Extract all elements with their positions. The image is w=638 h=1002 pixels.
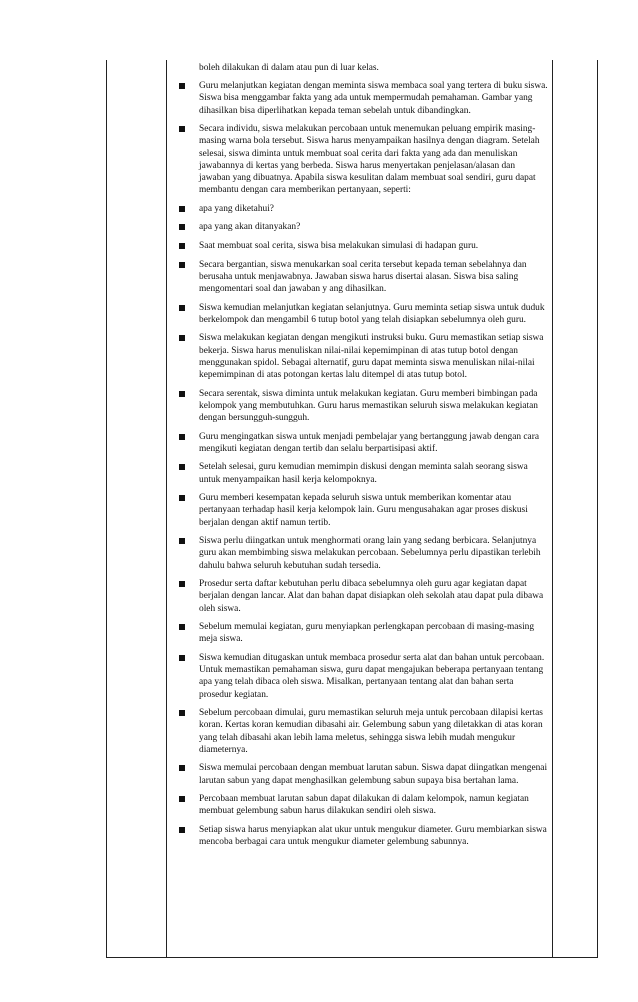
activity-bullet-item bbox=[179, 578, 548, 615]
bullet-text: Guru memberi kesempatan kepada seluruh siswa untuk memberikan komentar atau pertanyaan terhadap hasil kerja kelompok lain. Guru mengusahakan agar proses diskusi berjalan dengan aktif namun tertib. bbox=[199, 493, 528, 528]
bullet-text: Siswa memulai percobaan dengan membuat larutan sabun. Siswa dapat diingatkan mengenai larutan sabun yang dapat menghasilkan gelembung sabun supaya bisa bertahan lama. bbox=[199, 763, 548, 786]
square-bullet-icon bbox=[179, 796, 185, 802]
activity-bullet-item bbox=[179, 652, 548, 701]
square-bullet-icon bbox=[179, 538, 185, 544]
activity-bullet-item bbox=[179, 492, 548, 529]
activity-bullet-item bbox=[179, 203, 548, 215]
square-bullet-icon bbox=[179, 624, 185, 630]
activity-bullet-item bbox=[179, 80, 548, 117]
activity-bullet-item bbox=[179, 824, 548, 848]
activity-bullet-item bbox=[179, 221, 548, 233]
bullet-text: Prosedur serta daftar kebutuhan perlu dibaca sebelumnya oleh guru agar kegiatan dapat berjalan dengan lancar. Alat dan bahan dapat disiapkan oleh sekolah atau dapat pula dibawa oleh siswa. bbox=[199, 579, 544, 614]
activity-bullet-item bbox=[179, 621, 548, 645]
square-bullet-icon bbox=[179, 224, 185, 230]
bullet-text: Guru melanjutkan kegiatan dengan meminta siswa membaca soal yang tertera di buku siswa. Siswa bisa menggambar fakta yang ada untuk mempermudah pemahaman. Gambar yang dihasilkan bisa diperlihatkan kepada teman sebelah untuk dibandingkan. bbox=[199, 81, 548, 116]
bullet-text: Sebelum percobaan dimulai, guru memastikan seluruh meja untuk percobaan dilapisi kertas koran. Kertas koran kemudian dibasahi air. Gelembung sabun yang diletakkan di atas koran yang telah dibasahi akan lebih lama meletus, sehingga siswa lebih mudah mengukur diameternya. bbox=[199, 708, 543, 755]
square-bullet-icon bbox=[179, 464, 185, 470]
bullet-text: Percobaan membuat larutan sabun dapat dilakukan di dalam kelompok, namun kegiatan membuat gelembung sabun harus dilakukan sendiri oleh siswa. bbox=[199, 794, 529, 817]
activity-bullet-item bbox=[179, 259, 548, 296]
activity-bullet-item bbox=[179, 793, 548, 817]
bullet-text: Secara bergantian, siswa menukarkan soal cerita tersebut kepada teman sebelahnya dan berusaha untuk menjawabnya. Jawaban siswa harus disertai alasan. Siswa bisa saling mengomentari soal dan jawaban y ang dihasilkan. bbox=[199, 259, 527, 294]
square-bullet-icon bbox=[179, 495, 185, 501]
square-bullet-icon bbox=[179, 434, 185, 440]
activity-bullet-item bbox=[179, 535, 548, 572]
activity-bullet-item bbox=[179, 302, 548, 326]
square-bullet-icon bbox=[179, 262, 185, 268]
bullet-text: Siswa kemudian ditugaskan untuk membaca prosedur serta alat dan bahan untuk percobaan. Untuk memastikan pemahaman siswa, guru dapat mengajukan beberapa pertanyaan tentang apa yang telah dibaca oleh siswa. Misalkan, pertanyaan tentang alat dan bahan serta prosedur kegiatan. bbox=[199, 652, 545, 700]
bullet-text: Setiap siswa harus menyiapkan alat ukur untuk mengukur diameter. Guru membiarkan siswa mencoba berbagai cara untuk mengukur diameter gelembung sabunnya. bbox=[199, 824, 547, 848]
square-bullet-icon bbox=[179, 83, 185, 89]
bullet-text: Secara individu, siswa melakukan percobaan untuk menemukan peluang empirik masing-masing warna bola tersebut. Siswa harus menyampaikan hasilnya dengan diagram. Setelah selesai, siswa diminta untuk membuat soal cerita dari fakta yang ada dan menuliskan jawabannya di kertas yang berbeda. Siswa harus menyertakan penjelasan/alasan dan jawaban yang dibuatnya. Apabila siswa kesulitan dalam membuat soal sendiri, guru dapat membantu dengan cara memberikan pertanyaan, seperti: bbox=[199, 124, 540, 196]
square-bullet-icon bbox=[179, 655, 185, 661]
activity-bullet-item bbox=[179, 332, 548, 381]
left-column-cell bbox=[107, 60, 167, 957]
activity-bullet-item bbox=[179, 388, 548, 425]
square-bullet-icon bbox=[179, 126, 185, 132]
bullet-text: Setelah selesai, guru kemudian memimpin diskusi dengan meminta salah seorang siswa untuk menyampaikan hasil kerja kelompoknya. bbox=[199, 462, 528, 485]
bullet-text: Siswa melakukan kegiatan dengan mengikuti instruksi buku. Guru memastikan setiap siswa bekerja. Siswa harus menuliskan nilai-nilai kepemimpinan di atas tutup botol dengan menggunakan spidol. Sebagai alternatif, guru dapat meminta siswa menuliskan nilai-nilai kepemimpinan di atas potongan kertas lalu ditempel di atas tutup botol. bbox=[199, 333, 544, 380]
activity-description-cell bbox=[167, 60, 554, 957]
bullet-text: Guru mengingatkan siswa untuk menjadi pembelajar yang bertanggung jawab dengan cara mengikuti kegiatan dengan tertib dan selalu berpartisipasi aktif. bbox=[199, 431, 539, 454]
right-column-cell bbox=[552, 60, 597, 957]
intro-text: boleh dilakukan di dalam atau pun di luar kelas. bbox=[199, 63, 379, 73]
bullet-text: Saat membuat soal cerita, siswa bisa melakukan simulasi di hadapan guru. bbox=[199, 241, 479, 251]
square-bullet-icon bbox=[179, 827, 185, 833]
bullet-text: Secara serentak, siswa diminta untuk melakukan kegiatan. Guru memberi bimbingan pada kelompok yang membutuhkan. Guru harus memastikan seluruh siswa melakukan kegiatan dengan bersungguh-sungguh. bbox=[199, 388, 538, 423]
activity-bullet-item bbox=[179, 431, 548, 455]
activity-bullet-item bbox=[179, 707, 548, 756]
square-bullet-icon bbox=[179, 391, 185, 397]
square-bullet-icon bbox=[179, 305, 185, 311]
square-bullet-icon bbox=[179, 335, 185, 341]
activity-bullet-item bbox=[179, 123, 548, 196]
lesson-plan-table bbox=[106, 60, 598, 958]
bullet-text: Siswa perlu diingatkan untuk menghormati orang lain yang sedang berbicara. Selanjutnya guru akan membimbing siswa melakukan percobaan. Sebelumnya perlu dipastikan terlebih dahulu bahwa seluruh kebutuhan sudah tersedia. bbox=[199, 536, 541, 571]
activity-bullet-item bbox=[179, 461, 548, 485]
bullet-text: Siswa kemudian melanjutkan kegiatan selanjutnya. Guru meminta setiap siswa untuk duduk berkelompok dan mengambil 6 tutup botol yang telah disiapkan sebelumnya oleh guru. bbox=[199, 302, 545, 325]
square-bullet-icon bbox=[179, 206, 185, 212]
square-bullet-icon bbox=[179, 581, 185, 587]
square-bullet-icon bbox=[179, 765, 185, 771]
square-bullet-icon bbox=[179, 243, 185, 249]
square-bullet-icon bbox=[179, 710, 185, 716]
bullet-text: apa yang akan ditanyakan? bbox=[199, 222, 301, 233]
activity-bullet-list bbox=[179, 80, 548, 848]
bullet-text: Sebelum memulai kegiatan, guru menyiapkan perlengkapan percobaan di masing-masing meja siswa. bbox=[199, 622, 535, 645]
activity-bullet-item bbox=[179, 240, 548, 252]
bullet-text: apa yang diketahui? bbox=[199, 203, 274, 214]
activity-bullet-item bbox=[179, 762, 548, 786]
